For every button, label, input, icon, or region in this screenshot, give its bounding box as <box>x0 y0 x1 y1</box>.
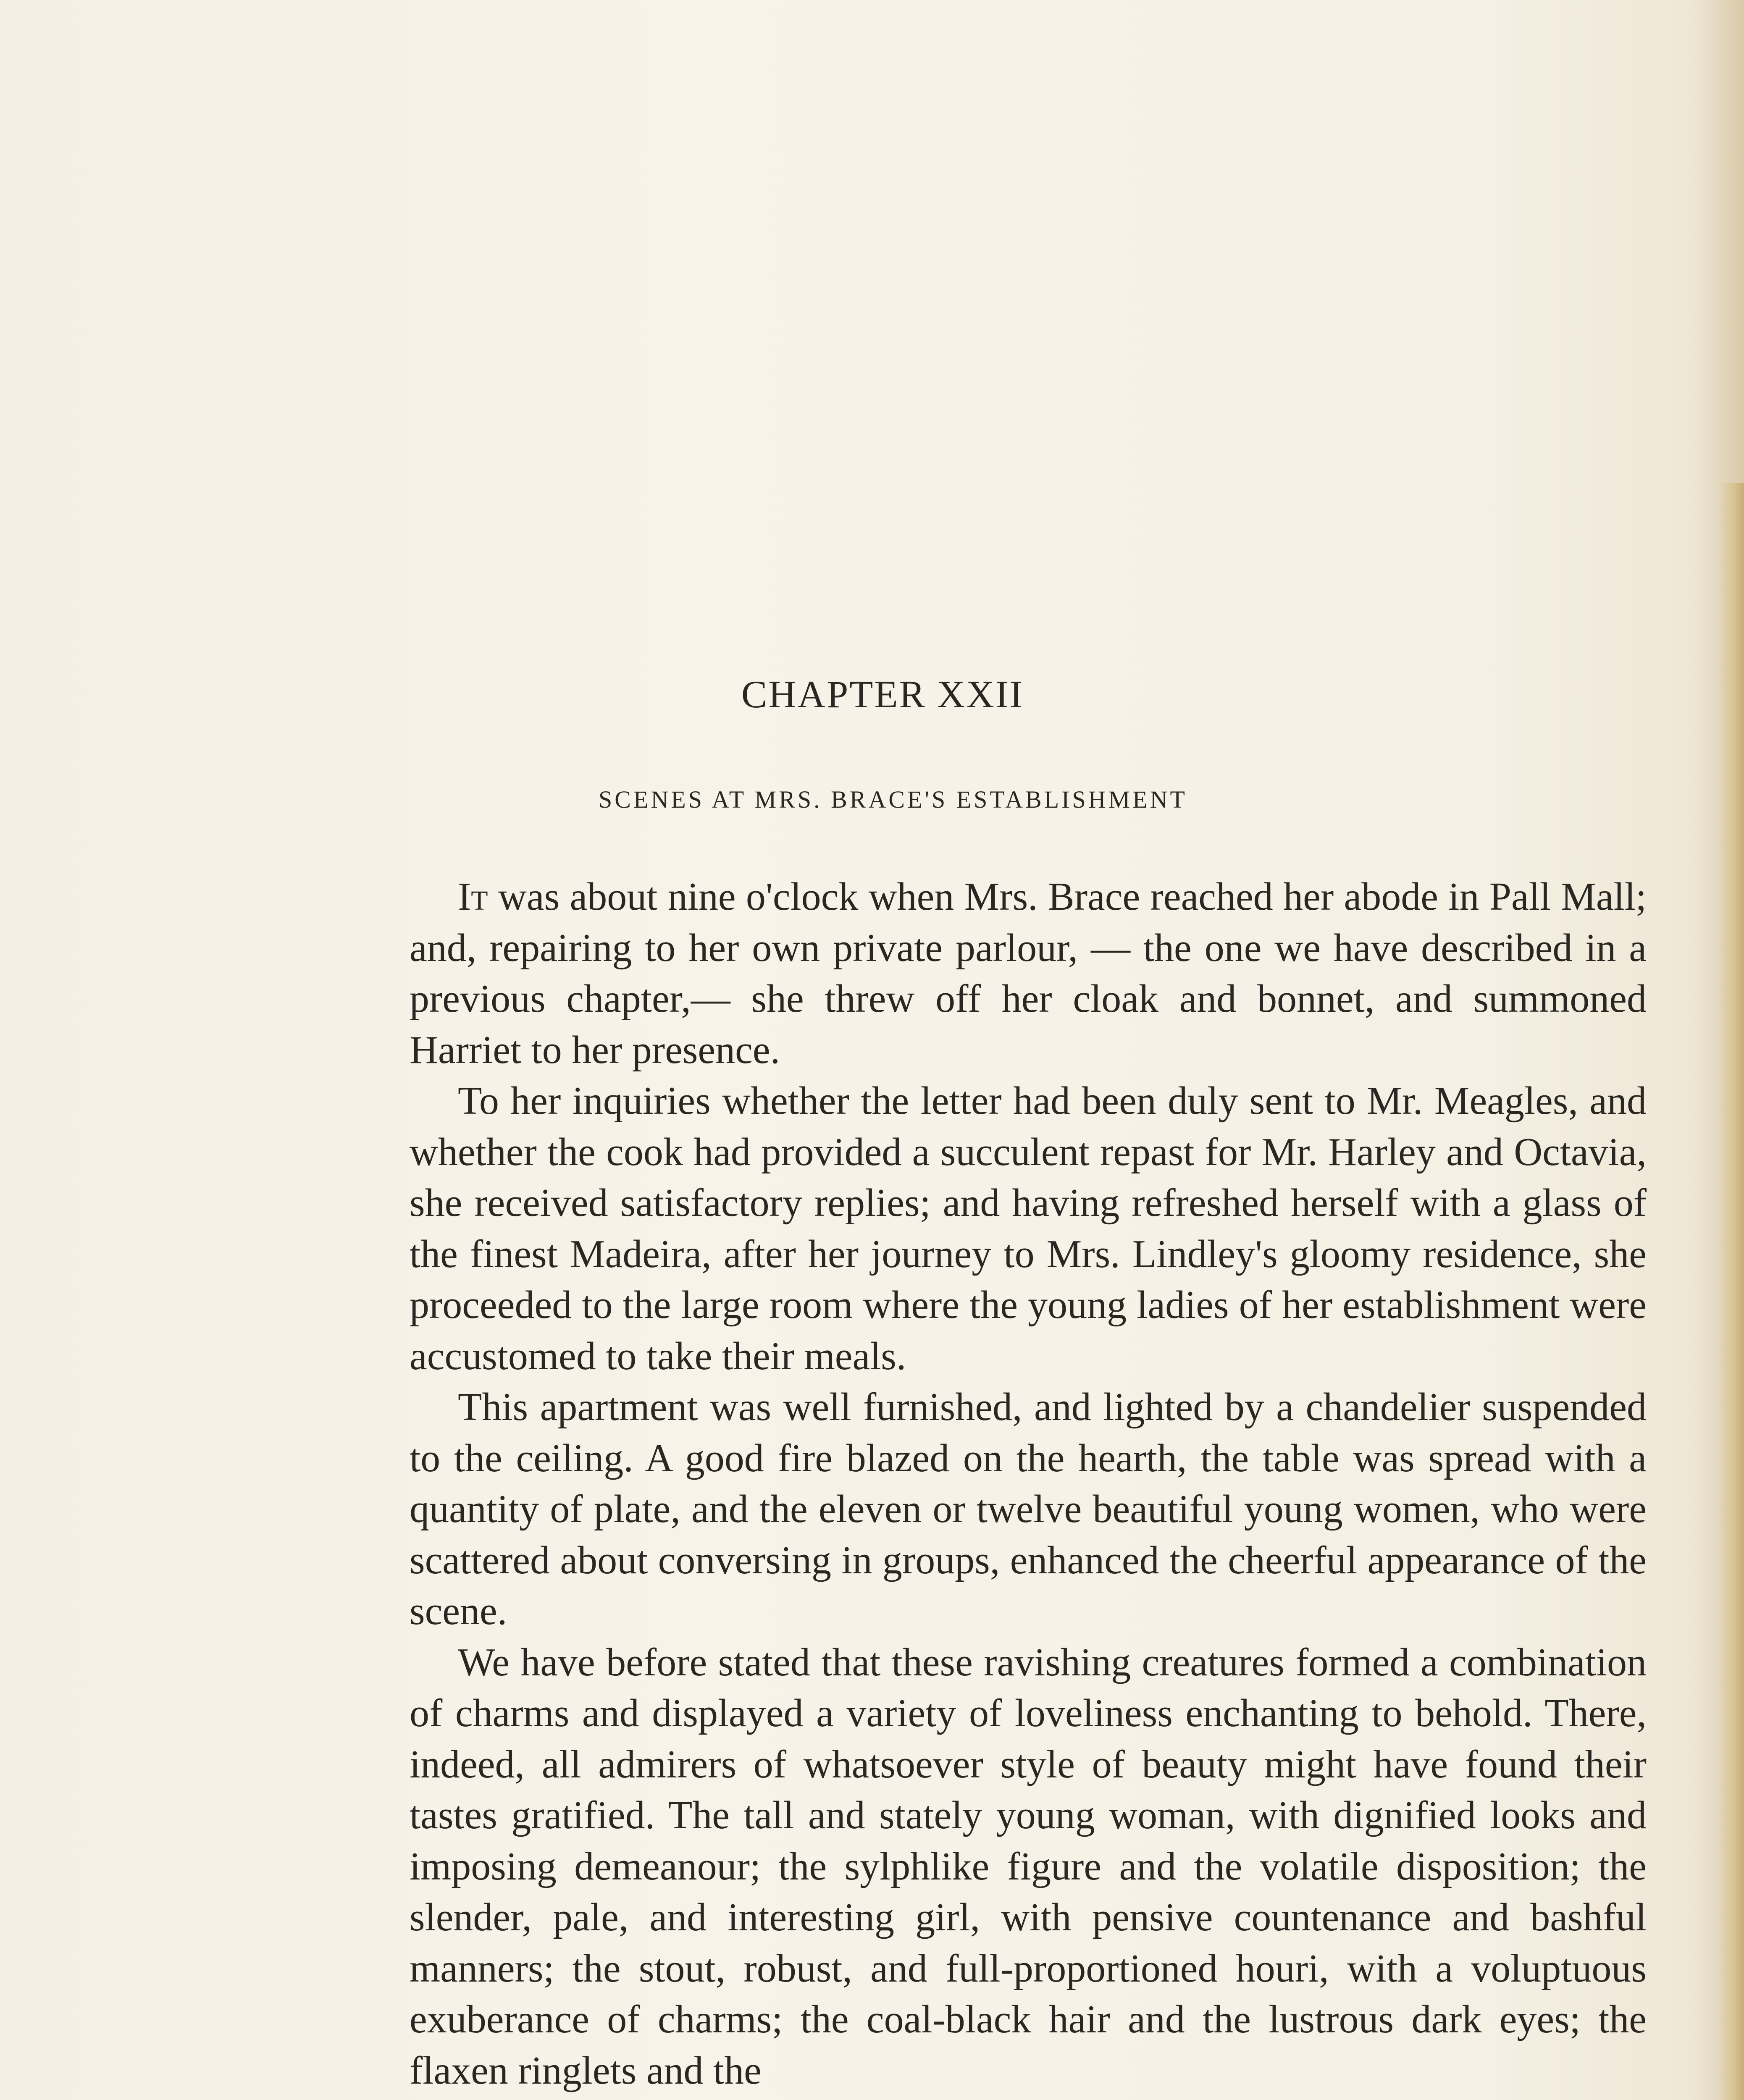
paragraph-1-text: was about nine o'clock when Mrs. Brace reached her abode in Pall Mall; and, repairing to her own private parlour, — the one we have described in a previous chapter,— she threw off her cloak and bonnet, and summoned Harriet to her presence. <box>410 875 1647 1072</box>
chapter-title: CHAPTER XXII <box>741 673 1024 716</box>
paragraph-1-lead: It <box>458 875 488 919</box>
body-text <box>410 872 1647 2096</box>
paragraph-3: This apartment was well furnished, and lighted by a chandelier suspended to the ceiling. A good fire blazed on the hearth, the table was spread with a quantity of plate, and the eleven or twelve beautiful young women, who were scattered about conversing in groups, enhanced the cheerful appearance of the scene. <box>410 1385 1647 1633</box>
paragraph-4: We have before stated that these ravishing creatures formed a combination of charms and displayed a variety of loveliness enchanting to behold. There, indeed, all admirers of whatsoever style of beauty might have found their tastes gratified. The tall and stately young woman, with dignified looks and imposing demeanour; the sylphlike figure and the volatile disposition; the slender, pale, and interesting girl, with pensive countenance and bashful manners; the stout, robust, and full-proportioned houri, with a voluptuous exuberance of charms; the coal-black hair and the lustrous dark eyes; the flaxen ringlets and the <box>410 1640 1647 2092</box>
chapter-subtitle: SCENES AT MRS. BRACE'S ESTABLISHMENT <box>599 786 1187 813</box>
paragraph-2: To her inquiries whether the letter had been duly sent to Mr. Meagles, and whether the cook had provided a succulent repast for Mr. Harley and Octavia, she received satisfactory replies; and having refreshed herself with a glass of the finest Madeira, after her journey to Mrs. Lindley's gloomy residence, she proceeded to the large room where the young ladies of her establishment were accustomed to take their meals. <box>410 1079 1647 1378</box>
paragraph-1 <box>410 872 1647 1076</box>
page-edge <box>1719 483 1744 2100</box>
